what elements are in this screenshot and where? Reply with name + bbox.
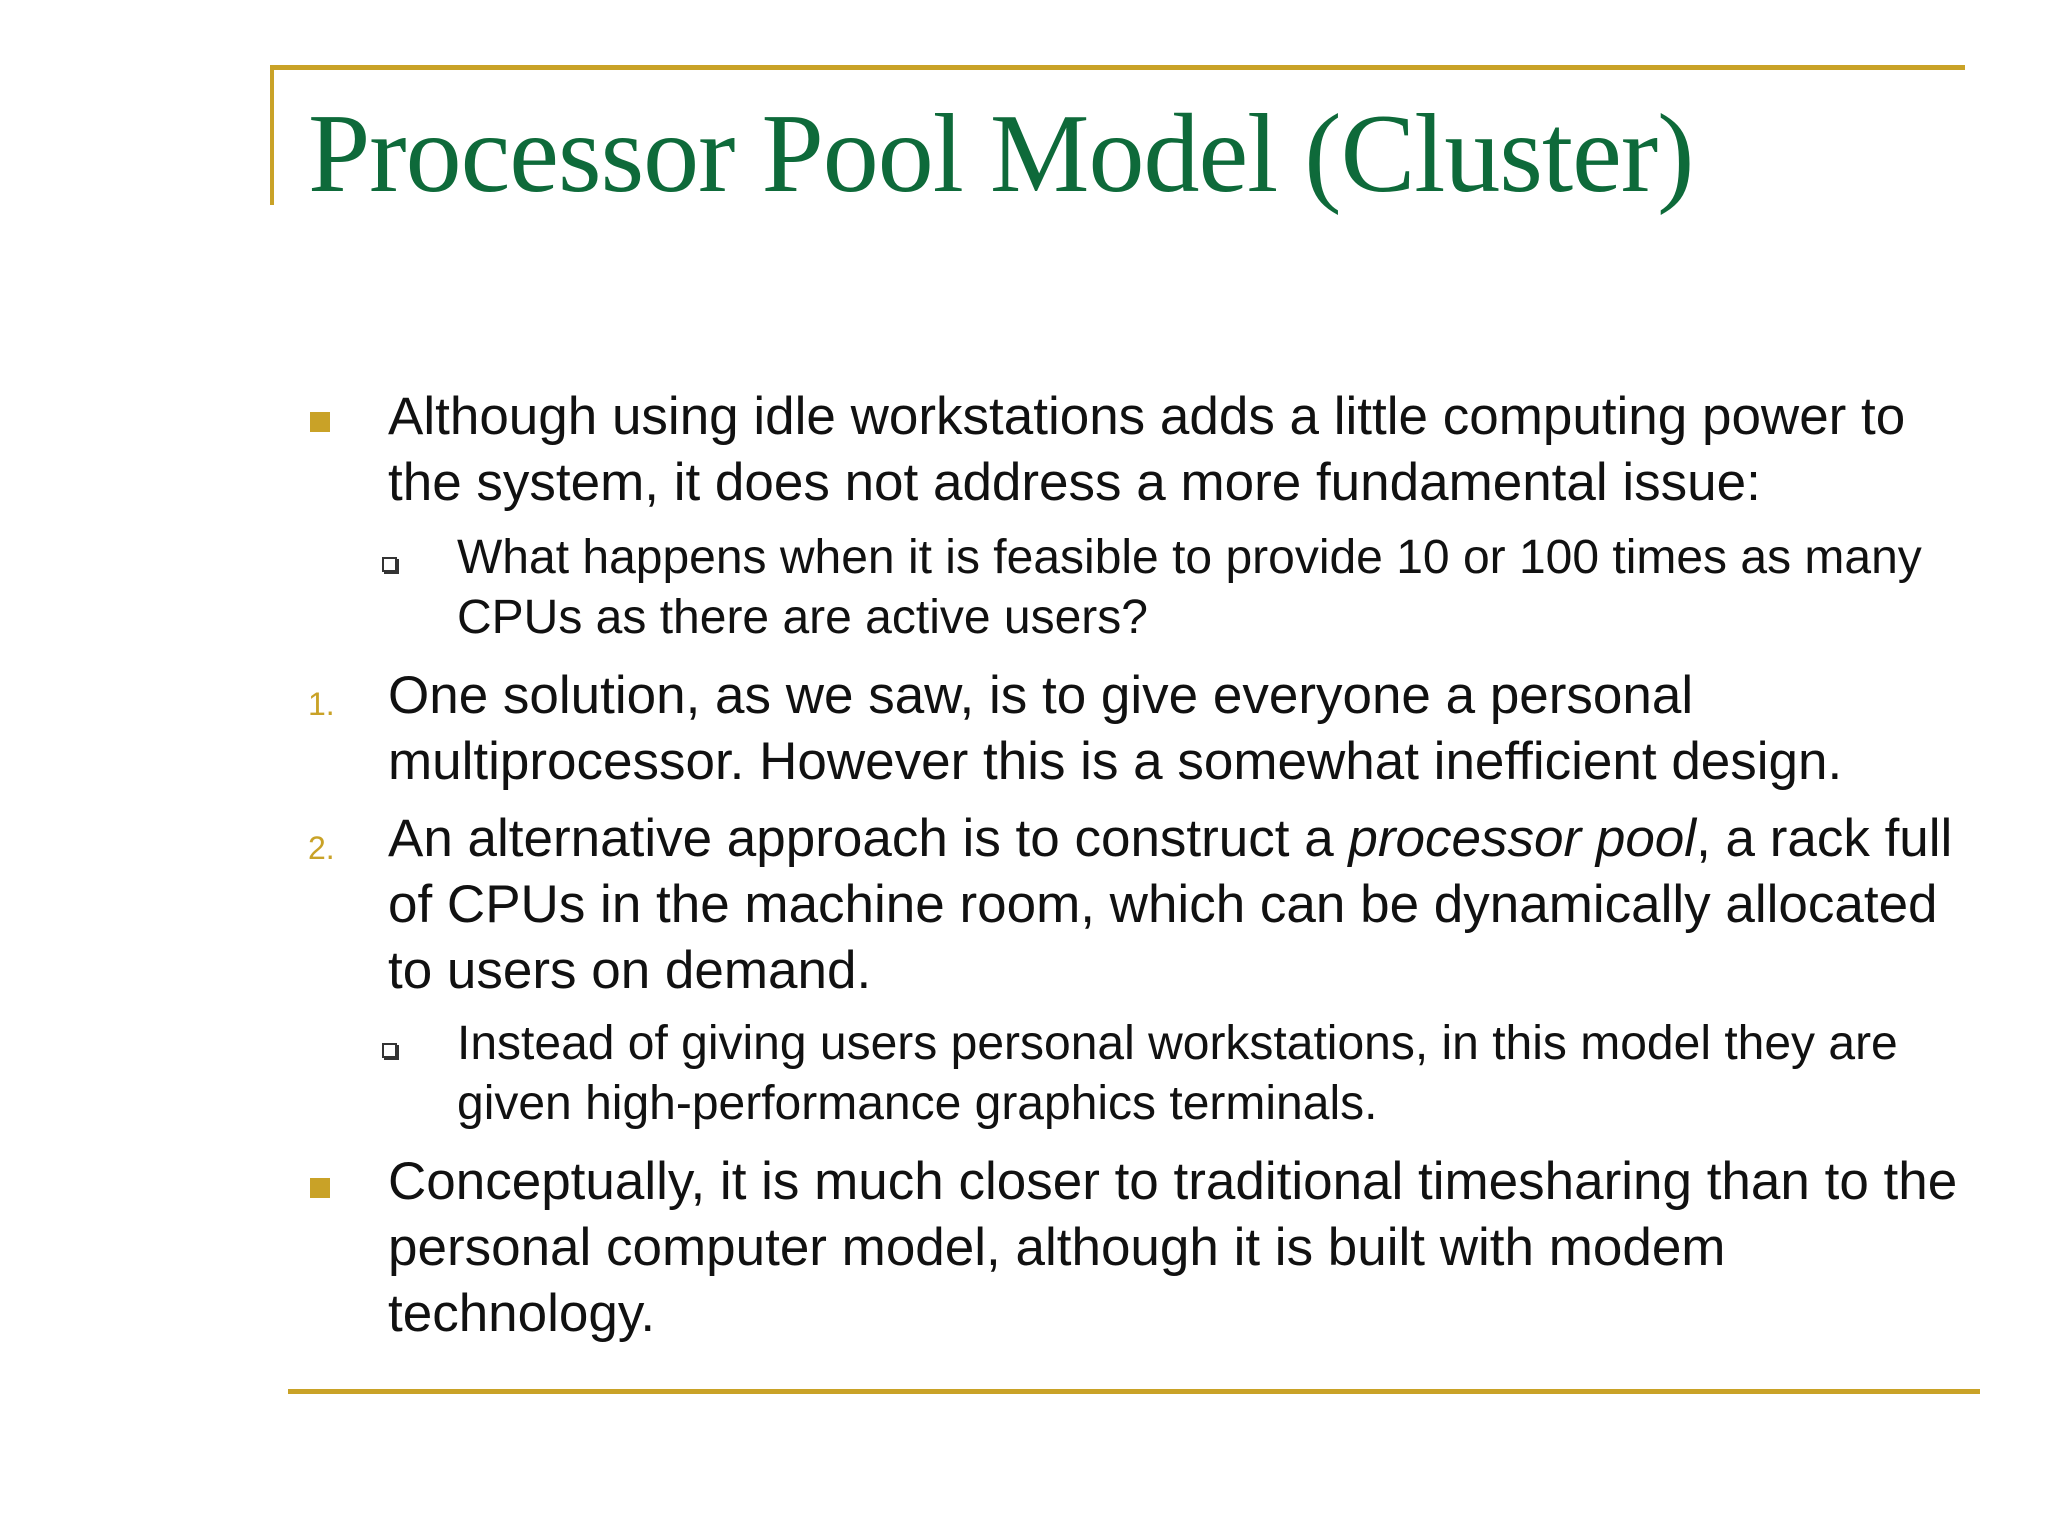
bullet-item-2: Conceptually, it is much closer to traditional timesharing than to the personal computer model, although it is built with modem technology. (388, 1152, 1958, 1343)
bullet-item-1: Although using idle workstations adds a little computing power to the system, it does not address a more fundamental issue: (388, 387, 1906, 512)
bottom-rule (288, 1389, 1980, 1394)
square-bullet-icon (310, 1178, 330, 1198)
numbered-item-2-text-before: An alternative approach is to construct a (388, 809, 1349, 868)
sub-bullet-item-1: What happens when it is feasible to provide 10 or 100 times as many CPUs as there are active users? (457, 531, 1922, 644)
numbered-item-2 (388, 806, 1968, 1004)
slide-title: Processor Pool Model (Cluster) (308, 92, 1694, 216)
square-bullet-icon (310, 412, 330, 432)
list-number-1: 1. (308, 686, 335, 722)
numbered-item-2-text-after: , a rack full of CPUs in the machine room, which can be dynamically allocated to users on demand. (388, 809, 1953, 1000)
left-rule (270, 65, 274, 205)
top-rule (270, 65, 1965, 70)
sub-bullet-item-2: Instead of giving users personal workstations, in this model they are given high-performance graphics terminals. (457, 1017, 1898, 1130)
numbered-item-2-italic: processor pool (1348, 809, 1697, 868)
hollow-square-bullet-icon (382, 557, 397, 572)
hollow-square-bullet-icon (382, 1043, 397, 1058)
list-number-2: 2. (308, 830, 335, 866)
numbered-item-1: One solution, as we saw, is to give everyone a personal multiprocessor. However this is a somewhat inefficient design. (388, 666, 1843, 791)
